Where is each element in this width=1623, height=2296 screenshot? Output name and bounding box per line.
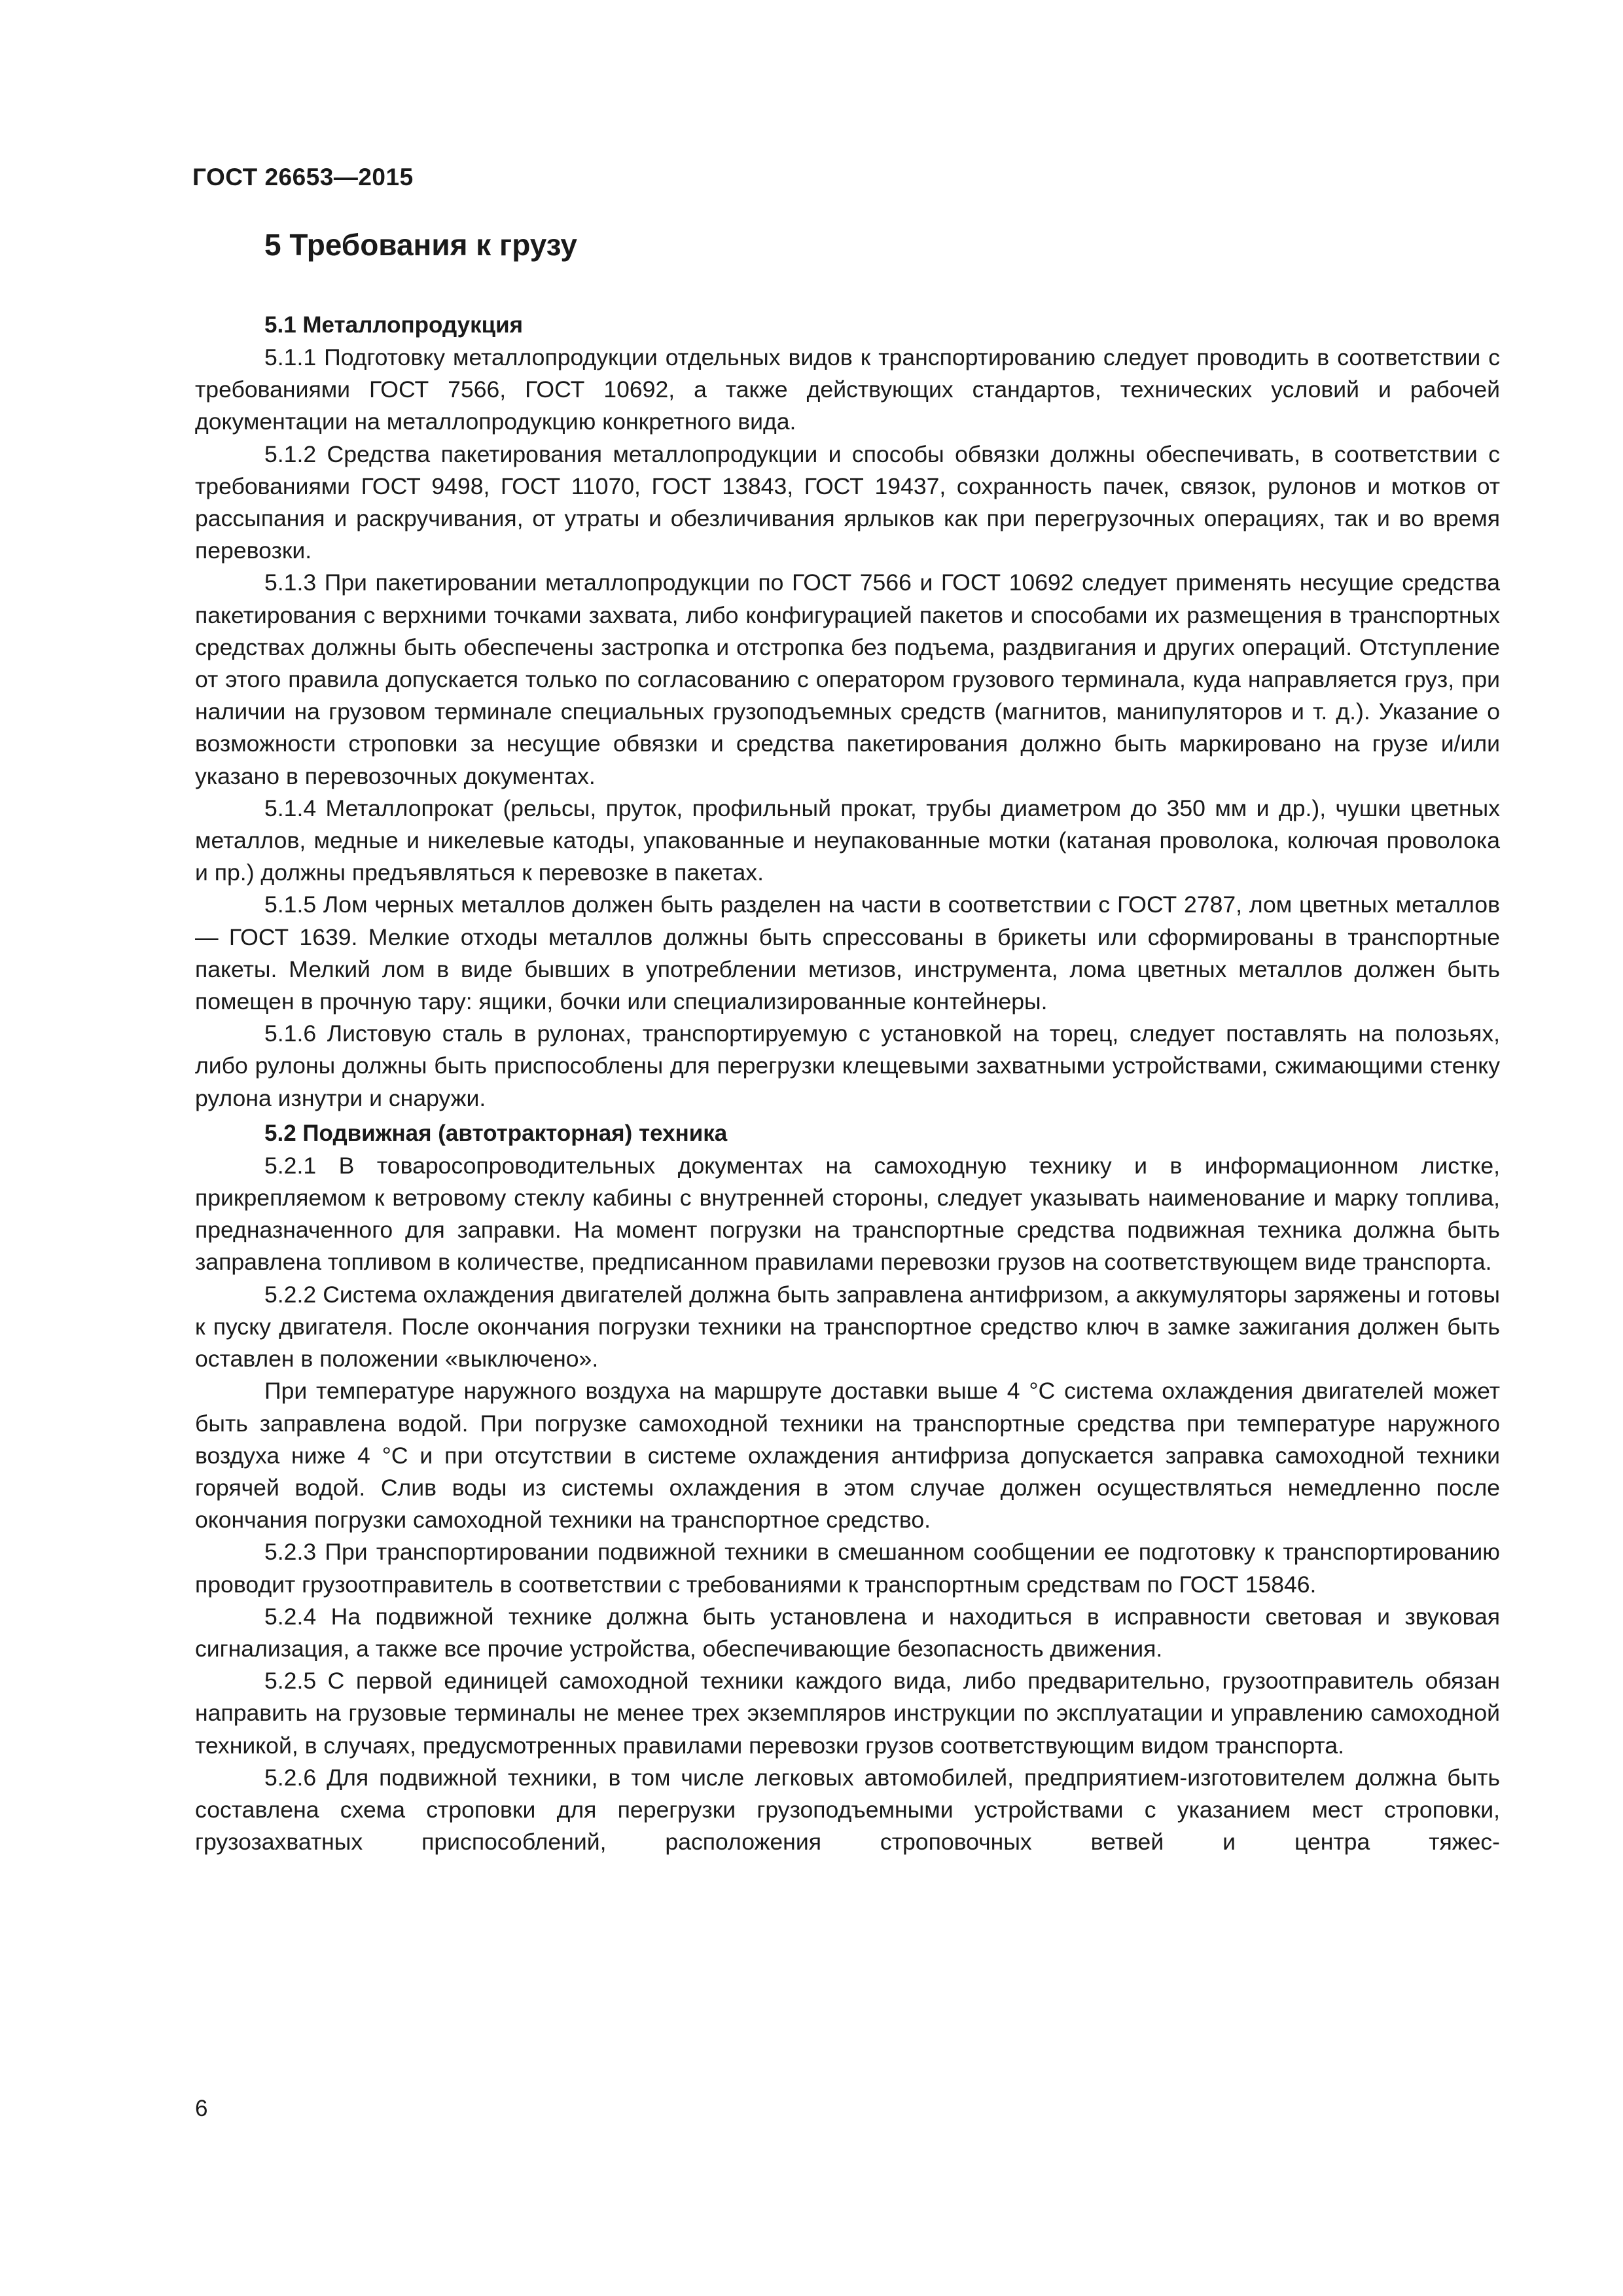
paragraph-5-2-5: 5.2.5 С первой единицей самоходной техники каждого вида, либо предварительно, грузоотправитель обязан направить на грузовые терминалы не менее трех экземпляров инструкции по эксплуатации и управлению самоходной техникой, в случаях, предусмотренных правилами перевозки грузов соответствующим видом транспорта. (195, 1668, 1500, 1759)
standard-header: ГОСТ 26653—2015 (192, 164, 414, 190)
paragraph-5-1-6: 5.1.6 Листовую сталь в рулонах, транспортируемую с установкой на торец, следует поставлять на полозьях, либо рулоны должны быть приспособлены для перегрузки клещевыми захватными устройствами, сжимающими стенку рулона изнутри и снаружи. (195, 1020, 1500, 1111)
subsection-title-metal: 5.1 Металлопродукция (264, 312, 524, 338)
paragraph-5-2-3: 5.2.3 При транспортировании подвижной техники в смешанном сообщении ее подготовку к транспортированию проводит грузоотправитель в соответствии с требованиями к транспортным средствам по ГОСТ 15846. (195, 1539, 1500, 1598)
paragraph-5-2-4: 5.2.4 На подвижной технике должна быть установлена и находиться в исправности световая и звуковая сигнализация, а также все прочие устройства, обеспечивающие безопасность движения. (195, 1603, 1500, 1662)
paragraph-5-1-2: 5.1.2 Средства пакетирования металлопродукции и способы обвязки должны обеспечивать, в соответствии с требованиями ГОСТ 9498, ГОСТ 11070, ГОСТ 13843, ГОСТ 19437, сохранность пачек, связок, рулонов и мотков от рассыпания и раскручивания, от утраты и обезличивания ярлыков как при перегрузочных операциях, так и во время перевозки. (195, 440, 1500, 564)
paragraph-5-1-1: 5.1.1 Подготовку металлопродукции отдельных видов к транспортированию следует проводить в соответствии с требованиями ГОСТ 7566, ГОСТ 10692, а также действующих стандартов, технических условий и рабочей документации на металлопродукцию конкретного вида. (195, 344, 1500, 435)
page-content (195, 228, 1500, 1858)
page-number: 6 (195, 2096, 208, 2121)
paragraph-5-1-5: 5.1.5 Лом черных металлов должен быть разделен на части в соответствии с ГОСТ 2787, лом цветных металлов — ГОСТ 1639. Мелкие отходы металлов должны быть спрессованы в брикеты или сформированы в транспортные пакеты. Мелкий лом в виде бывших в употреблении метизов, инструмента, лома цветных металлов должен быть помещен в прочную тару: ящики, бочки или специализированные контейнеры. (195, 891, 1500, 1015)
paragraph-5-1-3: 5.1.3 При пакетировании металлопродукции по ГОСТ 7566 и ГОСТ 10692 следует применять несущие средства пакетирования с верхними точками захвата, либо конфигурацией пакетов и способами их размещения в транспортных средствах должны быть обеспечены застропка и отстропка без подъема, раздвигания и других операций. Отступление от этого правила допускается только по согласованию с оператором грузового терминала, куда направляется груз, при наличии на грузовом терминале специальных грузоподъемных средств (магнитов, манипуляторов и т. д.). Указание о возможности строповки за несущие обвязки и средства пакетирования должно быть маркировано на грузе и/или указано в перевозочных документах. (195, 569, 1500, 789)
paragraph-5-1-4: 5.1.4 Металлопрокат (рельсы, пруток, профильный прокат, трубы диаметром до 350 мм и др.), чушки цветных металлов, медные и никелевые катоды, упакованные и неупакованные мотки (катаная проволока, колючая проволока и пр.) должны предъявляться к перевозке в пакетах. (195, 795, 1500, 886)
paragraph-5-2-6: 5.2.6 Для подвижной техники, в том числе легковых автомобилей, предприятием-изготовителем должна быть составлена схема строповки для перегрузки грузоподъемными устройствами с указанием мест строповки, грузозахватных приспособлений, расположения строповочных ветвей и центра тяжес- (195, 1764, 1500, 1856)
subsection-title-vehicles: 5.2 Подвижная (автотракторная) техника (264, 1120, 728, 1146)
paragraph-5-2-2-cont: При температуре наружного воздуха на маршруте доставки выше 4 °C система охлаждения двигателей может быть заправлена водой. При погрузке самоходной техники на транспортные средства при температуре наружного воздуха ниже 4 °C и при отсутствии в системе охлаждения антифриза допускается заправка самоходной техники горячей водой. Слив воды из системы охлаждения в этом случае должен осуществляться немедленно после окончания погрузки самоходной техники на транспортное средство. (195, 1378, 1500, 1534)
paragraph-5-2-2: 5.2.2 Система охлаждения двигателей должна быть заправлена антифризом, а аккумуляторы заряжены и готовы к пуску двигателя. После окончания погрузки техники на транспортное средство ключ в замке зажигания должен быть оставлен в положении «выключено». (195, 1281, 1500, 1372)
section-title: 5 Требования к грузу (264, 228, 577, 262)
paragraph-5-2-1: 5.2.1 В товаросопроводительных документах на самоходную технику и в информационном листке, прикрепляемом к ветровому стеклу кабины с внутренней стороны, следует указывать наименование и марку топлива, предназначенного для заправки. На момент погрузки на транспортные средства подвижная техника должна быть заправлена топливом в количестве, предписанном правилами перевозки грузов на соответствующем виде транспорта. (195, 1152, 1500, 1276)
